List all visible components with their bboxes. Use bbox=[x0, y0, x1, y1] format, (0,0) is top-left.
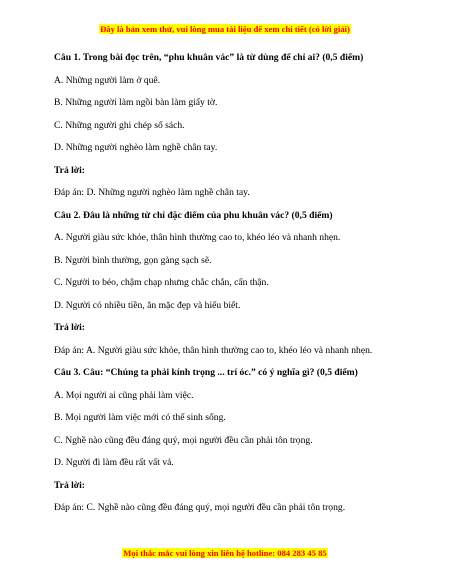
question-title: Câu 2. Đâu là những từ chỉ đặc điểm của phu khuân vác? (0,5 điểm) bbox=[54, 209, 333, 221]
answer-heading: Trả lời: bbox=[54, 164, 85, 176]
option-a: A. Những người làm ở quê. bbox=[54, 74, 161, 86]
option-d: D. Người có nhiều tiền, ăn mặc đẹp và hiểu biết. bbox=[54, 299, 241, 311]
answer-text: Đáp án: A. Người giàu sức khỏe, thân hình thường cao to, khéo léo và nhanh nhẹn. bbox=[54, 344, 373, 356]
question-title: Câu 1. Trong bài đọc trên, “phu khuân vác” là từ dùng để chỉ ai? (0,5 điểm) bbox=[54, 52, 364, 63]
option-d: D. Những người nghèo làm nghề chân tay. bbox=[54, 142, 218, 153]
option-b: B. Người bình thường, gọn gàng sạch sẽ. bbox=[54, 254, 212, 266]
question-block-2 bbox=[54, 210, 414, 357]
option-b: B. Mọi người làm việc mới có thể sinh sống. bbox=[54, 412, 226, 423]
question-block-1 bbox=[54, 52, 414, 199]
answer-text: Đáp án: C. Nghề nào cũng đều đáng quý, mọi người đều cần phải tôn trọng. bbox=[54, 502, 346, 513]
footer-notice-text: Mọi thắc mắc vui lòng xin liên hệ hotline: 084 283 45 85 bbox=[123, 548, 327, 558]
option-c: C. Nghề nào cũng đều đáng quý, mọi người đều cần phải tôn trọng. bbox=[54, 434, 313, 446]
question-title: Câu 3. Câu: “Chúng ta phải kính trọng ... trí óc.” có ý nghĩa gì? (0,5 điểm) bbox=[54, 367, 358, 378]
header-notice-text: Đây là bản xem thử, vui lòng mua tài liệu để xem chi tiết (có lời giải) bbox=[100, 24, 350, 34]
question-block-3 bbox=[54, 367, 414, 514]
option-a: A. Mọi người ai cũng phải làm việc. bbox=[54, 389, 194, 401]
answer-text: Đáp án: D. Những người nghèo làm nghề chân tay. bbox=[54, 187, 250, 198]
footer-notice bbox=[0, 548, 450, 559]
answer-heading: Trả lời: bbox=[54, 322, 85, 333]
answer-heading: Trả lời: bbox=[54, 479, 85, 491]
option-d: D. Người đi làm đều rất vất vả. bbox=[54, 457, 174, 468]
option-a: A. Người giàu sức khỏe, thân hình thường cao to, khéo léo và nhanh nhẹn. bbox=[54, 232, 341, 243]
option-c: C. Người to béo, chậm chạp nhưng chắc chắn, cẩn thận. bbox=[54, 277, 269, 288]
document-body bbox=[54, 52, 414, 525]
option-b: B. Những người làm ngồi bàn làm giấy tờ. bbox=[54, 97, 218, 108]
header-notice bbox=[0, 24, 450, 35]
option-c: C. Những người ghi chép số sách. bbox=[54, 119, 185, 131]
